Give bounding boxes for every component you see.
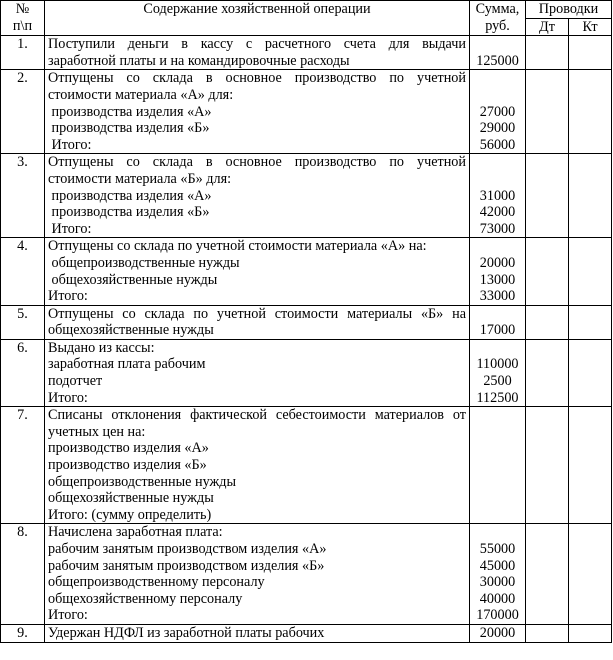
credit-cell[interactable] bbox=[569, 154, 612, 238]
debit-cell[interactable] bbox=[526, 238, 569, 305]
description-line: стоимости материала «Б» для: bbox=[48, 170, 232, 187]
sum-value bbox=[473, 306, 522, 323]
description-line: Отпущены со склада по учетной стоимости материалы «Б» на bbox=[48, 305, 466, 322]
credit-cell[interactable] bbox=[569, 524, 612, 625]
sum-value: 20000 bbox=[479, 254, 516, 271]
table-row bbox=[1, 70, 612, 154]
sum-value bbox=[473, 36, 522, 53]
sum-value: 13000 bbox=[479, 271, 516, 288]
description-line: Итого: (сумму определить) bbox=[48, 506, 212, 523]
description-line: производство изделия «А» bbox=[48, 440, 209, 457]
description-line: рабочим занятым производством изделия «Б» bbox=[48, 557, 325, 574]
sum-value: 29000 bbox=[479, 120, 516, 137]
sum-value: 56000 bbox=[479, 136, 516, 153]
description-line: Отпущены со склада в основное производство по учетной bbox=[48, 154, 466, 171]
table-row bbox=[1, 407, 612, 524]
credit-cell[interactable] bbox=[569, 339, 612, 406]
header-number-line1: № bbox=[15, 1, 30, 17]
sum-value bbox=[473, 238, 522, 255]
sum-value bbox=[473, 87, 522, 104]
table-row bbox=[1, 36, 612, 70]
table-row bbox=[1, 339, 612, 406]
sum-value: 112500 bbox=[476, 389, 519, 406]
credit-cell[interactable] bbox=[569, 36, 612, 70]
description-line: общехозяйственному персоналу bbox=[48, 590, 243, 607]
credit-cell[interactable] bbox=[569, 238, 612, 305]
description-line: производства изделия «А» bbox=[48, 187, 212, 204]
description-line: рабочим занятым производством изделия «А» bbox=[48, 541, 327, 557]
description-line: производства изделия «А» bbox=[48, 103, 212, 120]
operation-description bbox=[45, 407, 470, 524]
description-line: Итого: bbox=[48, 389, 88, 406]
sum-value bbox=[473, 524, 522, 541]
operation-description bbox=[45, 70, 470, 154]
sum-value: 31000 bbox=[479, 187, 516, 204]
sum-value: 27000 bbox=[479, 103, 516, 120]
operation-number: 7. bbox=[1, 407, 45, 524]
operation-number: 8. bbox=[1, 524, 45, 625]
sum-value: 45000 bbox=[479, 557, 516, 574]
operation-number: 4. bbox=[1, 238, 45, 305]
operation-sum bbox=[470, 407, 526, 524]
sum-value bbox=[473, 440, 522, 457]
sum-value: 33000 bbox=[479, 288, 516, 305]
sum-value: 110000 bbox=[476, 356, 519, 373]
description-line: Итого: bbox=[48, 607, 88, 624]
sum-value: 55000 bbox=[479, 541, 516, 557]
description-line: заработная плата рабочим bbox=[48, 356, 206, 373]
operation-sum bbox=[470, 339, 526, 406]
description-line: общехозяйственные нужды bbox=[48, 271, 218, 288]
description-line: заработной платы и на командировочные расходы bbox=[48, 52, 350, 69]
description-line: стоимости материала «А» для: bbox=[48, 86, 234, 103]
header-debit: Дт bbox=[526, 18, 569, 36]
credit-cell[interactable] bbox=[569, 70, 612, 154]
header-number bbox=[1, 1, 45, 36]
sum-value bbox=[473, 171, 522, 188]
operation-number: 1. bbox=[1, 36, 45, 70]
description-line: общехозяйственные нужды bbox=[48, 490, 214, 507]
sum-value bbox=[473, 407, 522, 424]
debit-cell[interactable] bbox=[526, 339, 569, 406]
operation-sum bbox=[470, 36, 526, 70]
header-number-line2: п\п bbox=[12, 17, 33, 34]
operation-number: 2. bbox=[1, 70, 45, 154]
sum-value bbox=[473, 154, 522, 171]
description-line: Удержан НДФЛ из заработной платы рабочих bbox=[48, 624, 325, 641]
credit-cell[interactable] bbox=[569, 407, 612, 524]
credit-cell[interactable] bbox=[569, 624, 612, 642]
header-credit: Кт bbox=[569, 18, 612, 36]
sum-value bbox=[473, 340, 522, 357]
operation-sum bbox=[470, 305, 526, 339]
description-line: Списаны отклонения фактической себестоимости материалов от bbox=[48, 407, 466, 424]
sum-value bbox=[473, 507, 522, 524]
debit-cell[interactable] bbox=[526, 70, 569, 154]
operation-description bbox=[45, 339, 470, 406]
description-line: общепроизводственному персоналу bbox=[48, 574, 265, 591]
operation-sum bbox=[470, 238, 526, 305]
header-sum-line1: Сумма, bbox=[475, 1, 520, 17]
operation-description bbox=[45, 154, 470, 238]
table-row bbox=[1, 305, 612, 339]
description-line: Отпущены со склада по учетной стоимости материала «А» на: bbox=[48, 238, 427, 255]
table-row bbox=[1, 238, 612, 305]
header-sum bbox=[470, 1, 526, 36]
operation-number: 3. bbox=[1, 154, 45, 238]
sum-value: 170000 bbox=[476, 607, 519, 624]
operation-sum bbox=[470, 524, 526, 625]
description-line: Начислена заработная плата: bbox=[48, 524, 223, 541]
sum-value: 2500 bbox=[483, 373, 512, 390]
operation-description bbox=[45, 238, 470, 305]
sum-value: 42000 bbox=[479, 204, 516, 221]
table-row bbox=[1, 154, 612, 238]
sum-value: 17000 bbox=[479, 322, 516, 339]
sum-value bbox=[473, 424, 522, 441]
description-line: общепроизводственные нужды bbox=[48, 254, 240, 271]
debit-cell[interactable] bbox=[526, 407, 569, 524]
description-line: общехозяйственные нужды bbox=[48, 322, 214, 339]
operation-description bbox=[45, 36, 470, 70]
table-row bbox=[1, 624, 612, 642]
description-line: Поступили деньги в кассу с расчетного счета для выдачи bbox=[48, 36, 466, 53]
sum-value: 125000 bbox=[476, 52, 519, 69]
operation-number: 9. bbox=[1, 624, 45, 642]
description-line: Итого: bbox=[48, 220, 92, 237]
header-postings: Проводки bbox=[526, 1, 612, 19]
operation-sum bbox=[470, 70, 526, 154]
description-line: Итого: bbox=[48, 288, 88, 305]
operation-number: 5. bbox=[1, 305, 45, 339]
header-content: Содержание хозяйственной операции bbox=[45, 1, 470, 36]
description-line: производства изделия «Б» bbox=[48, 204, 210, 221]
debit-cell[interactable] bbox=[526, 154, 569, 238]
sum-value: 40000 bbox=[479, 590, 516, 607]
sum-value: 20000 bbox=[479, 624, 516, 641]
table-row bbox=[1, 524, 612, 625]
description-line: учетных цен на: bbox=[48, 423, 146, 440]
debit-cell[interactable] bbox=[526, 36, 569, 70]
sum-value bbox=[473, 490, 522, 507]
operation-description bbox=[45, 305, 470, 339]
operation-sum bbox=[470, 154, 526, 238]
operation-description bbox=[45, 524, 470, 625]
debit-cell[interactable] bbox=[526, 524, 569, 625]
debit-cell[interactable] bbox=[526, 624, 569, 642]
description-line: Выдано из кассы: bbox=[48, 339, 155, 356]
sum-value bbox=[473, 70, 522, 87]
description-line: производство изделия «Б» bbox=[48, 457, 207, 474]
table-header bbox=[1, 1, 612, 36]
operation-number: 6. bbox=[1, 339, 45, 406]
sum-value: 30000 bbox=[479, 574, 516, 591]
sum-value bbox=[473, 457, 522, 474]
description-line: общепроизводственные нужды bbox=[48, 473, 237, 490]
description-line: производства изделия «Б» bbox=[48, 120, 210, 137]
operation-description bbox=[45, 624, 470, 642]
sum-value: 73000 bbox=[479, 220, 516, 237]
debit-cell[interactable] bbox=[526, 305, 569, 339]
description-line: Отпущены со склада в основное производство по учетной bbox=[48, 70, 466, 87]
description-line: Итого: bbox=[48, 136, 92, 153]
table-body bbox=[1, 36, 612, 642]
header-sum-line2: руб. bbox=[485, 17, 510, 34]
sum-value bbox=[473, 474, 522, 491]
description-line: подотчет bbox=[48, 373, 103, 390]
operation-sum bbox=[470, 624, 526, 642]
credit-cell[interactable] bbox=[569, 305, 612, 339]
